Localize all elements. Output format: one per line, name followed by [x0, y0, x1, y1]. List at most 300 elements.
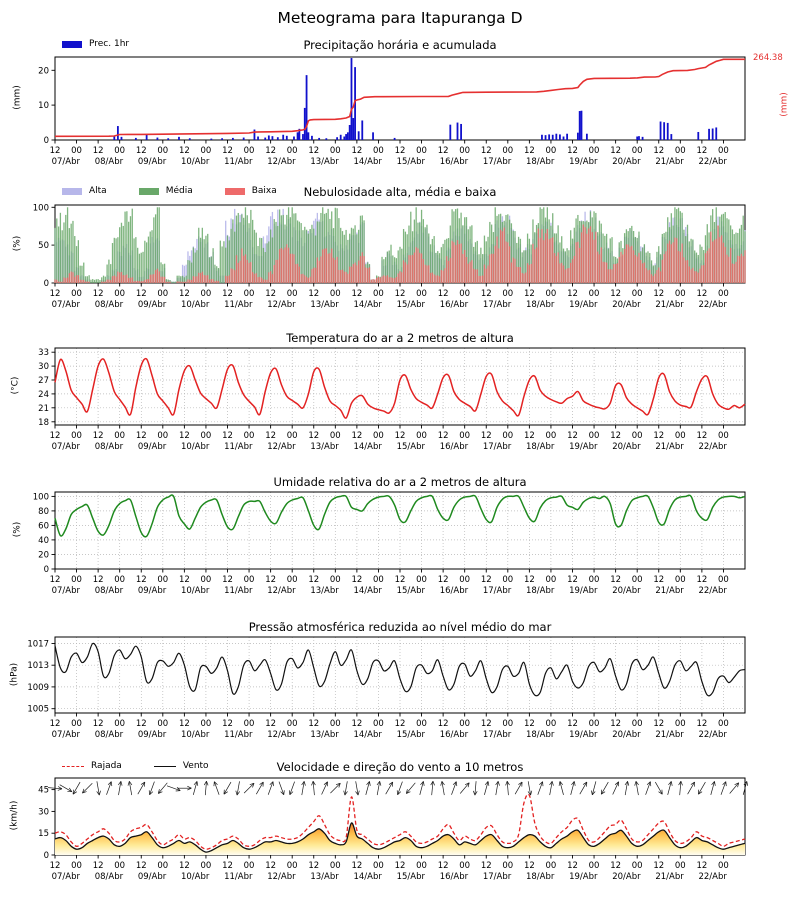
svg-text:40: 40 [38, 535, 49, 546]
svg-text:12: 12 [567, 289, 578, 299]
svg-text:13/Abr: 13/Abr [310, 157, 339, 167]
svg-text:12: 12 [437, 431, 449, 441]
wind-y-axis-label: (km/h) [9, 800, 20, 831]
svg-text:12: 12 [49, 146, 61, 156]
svg-text:00: 00 [459, 575, 471, 585]
svg-text:11/Abr: 11/Abr [224, 157, 253, 167]
svg-text:00: 00 [674, 431, 686, 441]
svg-text:00: 00 [718, 289, 729, 299]
svg-text:0: 0 [43, 565, 49, 575]
svg-text:10/Abr: 10/Abr [180, 300, 210, 310]
svg-text:12: 12 [135, 719, 147, 729]
clouds-chart-title: Nebulosidade alta, média e baixa [303, 185, 497, 199]
svg-text:09/Abr: 09/Abr [137, 442, 167, 452]
svg-text:12: 12 [610, 575, 622, 585]
svg-text:14/Abr: 14/Abr [353, 442, 382, 452]
svg-text:12: 12 [265, 719, 277, 729]
wind-chart-title: Velocidade e direção do vento a 10 metros [276, 760, 524, 774]
svg-text:0: 0 [43, 279, 49, 289]
svg-text:12: 12 [351, 146, 363, 156]
humidity-y-axis-label: (%) [12, 521, 23, 538]
svg-text:00: 00 [631, 431, 643, 441]
svg-text:22/Abr: 22/Abr [698, 157, 727, 167]
svg-text:09/Abr: 09/Abr [137, 730, 167, 740]
svg-text:00: 00 [373, 146, 384, 156]
svg-text:12: 12 [567, 861, 578, 871]
svg-text:00: 00 [718, 719, 729, 729]
svg-text:12: 12 [178, 575, 190, 585]
svg-text:12/Abr: 12/Abr [267, 157, 296, 167]
svg-text:12: 12 [351, 861, 363, 871]
svg-text:20/Abr: 20/Abr [612, 872, 641, 882]
svg-text:13/Abr: 13/Abr [310, 442, 339, 452]
svg-text:12: 12 [480, 861, 492, 871]
precipitation-chart [0, 55, 800, 170]
svg-text:00: 00 [200, 431, 212, 441]
svg-text:00: 00 [329, 861, 341, 871]
svg-text:100: 100 [32, 203, 49, 214]
svg-text:12: 12 [394, 719, 406, 729]
svg-text:12: 12 [265, 861, 277, 871]
svg-text:12: 12 [222, 575, 233, 585]
svg-text:12: 12 [135, 146, 147, 156]
svg-text:12: 12 [480, 575, 492, 585]
svg-text:12: 12 [610, 719, 622, 729]
svg-text:12/Abr: 12/Abr [267, 442, 296, 452]
svg-text:12: 12 [178, 861, 190, 871]
svg-text:10/Abr: 10/Abr [180, 586, 210, 596]
svg-text:19/Abr: 19/Abr [569, 157, 598, 167]
svg-text:12: 12 [92, 431, 104, 441]
svg-text:22/Abr: 22/Abr [698, 586, 727, 596]
svg-text:00: 00 [71, 861, 82, 871]
svg-text:12: 12 [437, 289, 449, 299]
svg-text:12: 12 [567, 146, 578, 156]
svg-text:07/Abr: 07/Abr [51, 872, 80, 882]
svg-text:12/Abr: 12/Abr [267, 730, 296, 740]
svg-text:00: 00 [459, 146, 471, 156]
svg-text:10/Abr: 10/Abr [180, 730, 210, 740]
svg-text:12: 12 [696, 146, 708, 156]
svg-text:00: 00 [631, 861, 643, 871]
svg-text:07/Abr: 07/Abr [51, 157, 80, 167]
svg-text:12: 12 [265, 146, 277, 156]
svg-text:21/Abr: 21/Abr [655, 442, 684, 452]
rajada-label: Rajada [91, 761, 122, 771]
svg-text:21/Abr: 21/Abr [655, 872, 684, 882]
svg-text:00: 00 [200, 719, 212, 729]
svg-text:12/Abr: 12/Abr [267, 300, 296, 310]
svg-text:00: 00 [718, 431, 729, 441]
svg-text:12: 12 [696, 575, 708, 585]
svg-text:12: 12 [480, 289, 492, 299]
svg-text:17/Abr: 17/Abr [482, 300, 512, 310]
svg-text:00: 00 [71, 575, 82, 585]
baixa-label: Baixa [251, 186, 277, 196]
svg-text:12: 12 [610, 431, 622, 441]
svg-text:17/Abr: 17/Abr [482, 730, 512, 740]
svg-text:19/Abr: 19/Abr [569, 872, 598, 882]
svg-text:12: 12 [567, 575, 578, 585]
svg-text:12: 12 [222, 431, 233, 441]
svg-text:12: 12 [92, 861, 104, 871]
legend-item-rajada [62, 761, 122, 771]
svg-text:11/Abr: 11/Abr [224, 300, 253, 310]
svg-text:12: 12 [437, 719, 449, 729]
svg-text:12: 12 [394, 431, 406, 441]
precip-legend [62, 39, 161, 49]
svg-text:00: 00 [200, 861, 212, 871]
svg-text:12: 12 [653, 861, 665, 871]
svg-text:00: 00 [545, 861, 557, 871]
svg-text:12: 12 [178, 289, 190, 299]
svg-text:00: 00 [416, 719, 427, 729]
svg-text:14/Abr: 14/Abr [353, 157, 382, 167]
svg-text:12: 12 [523, 575, 535, 585]
svg-text:09/Abr: 09/Abr [137, 586, 167, 596]
svg-text:17/Abr: 17/Abr [482, 442, 512, 452]
svg-text:12: 12 [394, 861, 406, 871]
svg-text:00: 00 [157, 289, 169, 299]
svg-text:00: 00 [545, 146, 557, 156]
svg-text:30: 30 [38, 362, 49, 373]
legend-item-vento [154, 761, 209, 771]
svg-text:11/Abr: 11/Abr [224, 730, 253, 740]
svg-text:0: 0 [43, 136, 49, 146]
alta-label: Alta [89, 186, 107, 196]
svg-text:11/Abr: 11/Abr [224, 586, 253, 596]
svg-text:20: 20 [38, 66, 49, 77]
wind-chart [0, 776, 800, 887]
svg-text:20/Abr: 20/Abr [612, 730, 641, 740]
media-label: Média [165, 186, 193, 196]
svg-text:00: 00 [674, 146, 686, 156]
svg-text:00: 00 [373, 289, 384, 299]
svg-text:12: 12 [567, 431, 578, 441]
svg-text:12: 12 [437, 146, 449, 156]
svg-text:19/Abr: 19/Abr [569, 730, 598, 740]
svg-text:12: 12 [308, 719, 320, 729]
svg-text:12: 12 [178, 146, 190, 156]
svg-text:18/Abr: 18/Abr [525, 872, 555, 882]
svg-text:09/Abr: 09/Abr [137, 872, 167, 882]
svg-text:00: 00 [114, 146, 126, 156]
page-title: Meteograma para Itapuranga D [277, 9, 523, 27]
clouds-header [0, 185, 800, 201]
temp-header [0, 331, 800, 347]
svg-text:00: 00 [459, 861, 471, 871]
svg-text:00: 00 [329, 146, 341, 156]
svg-text:16/Abr: 16/Abr [439, 872, 469, 882]
svg-text:1009: 1009 [27, 682, 49, 693]
svg-text:00: 00 [588, 861, 600, 871]
svg-text:12: 12 [92, 575, 104, 585]
svg-text:50: 50 [38, 241, 49, 252]
svg-text:00: 00 [545, 719, 557, 729]
svg-text:14/Abr: 14/Abr [353, 586, 382, 596]
svg-text:00: 00 [502, 719, 514, 729]
svg-text:16/Abr: 16/Abr [439, 586, 469, 596]
temperature-chart [0, 346, 800, 457]
svg-text:00: 00 [718, 575, 729, 585]
svg-text:07/Abr: 07/Abr [51, 442, 80, 452]
svg-text:08/Abr: 08/Abr [94, 872, 124, 882]
svg-text:12: 12 [653, 146, 665, 156]
svg-text:12: 12 [696, 431, 708, 441]
prec-1hr-label: Prec. 1hr [89, 39, 130, 49]
svg-text:12: 12 [222, 146, 233, 156]
baixa-swatch [225, 188, 245, 195]
svg-text:00: 00 [502, 575, 514, 585]
svg-text:08/Abr: 08/Abr [94, 442, 124, 452]
svg-text:14/Abr: 14/Abr [353, 872, 382, 882]
svg-text:22/Abr: 22/Abr [698, 300, 727, 310]
pressure-chart [0, 635, 800, 745]
svg-text:15: 15 [38, 829, 49, 840]
svg-text:00: 00 [631, 575, 643, 585]
temp-chart-title: Temperatura do ar a 2 metros de altura [286, 331, 514, 345]
svg-text:12: 12 [265, 575, 277, 585]
svg-text:00: 00 [416, 431, 427, 441]
svg-text:00: 00 [286, 861, 298, 871]
svg-text:27: 27 [38, 376, 49, 386]
svg-text:12: 12 [351, 719, 363, 729]
svg-text:09/Abr: 09/Abr [137, 157, 167, 167]
svg-text:24: 24 [38, 389, 49, 400]
svg-text:11/Abr: 11/Abr [224, 872, 253, 882]
svg-text:12: 12 [49, 719, 61, 729]
svg-text:21/Abr: 21/Abr [655, 157, 684, 167]
svg-text:45: 45 [38, 785, 49, 796]
wind-header [0, 760, 800, 776]
svg-text:00: 00 [114, 431, 126, 441]
svg-text:12: 12 [437, 861, 449, 871]
svg-text:00: 00 [114, 719, 126, 729]
svg-text:12: 12 [437, 575, 449, 585]
svg-text:07/Abr: 07/Abr [51, 586, 80, 596]
svg-text:00: 00 [502, 431, 514, 441]
svg-text:12: 12 [696, 861, 708, 871]
svg-text:17/Abr: 17/Abr [482, 872, 512, 882]
svg-text:30: 30 [38, 807, 49, 818]
svg-text:00: 00 [243, 146, 255, 156]
svg-text:13/Abr: 13/Abr [310, 300, 339, 310]
svg-text:21/Abr: 21/Abr [655, 730, 684, 740]
svg-text:00: 00 [373, 431, 384, 441]
svg-text:00: 00 [114, 575, 126, 585]
svg-text:00: 00 [286, 146, 298, 156]
svg-text:00: 00 [416, 289, 427, 299]
svg-text:15/Abr: 15/Abr [396, 300, 425, 310]
svg-text:00: 00 [329, 431, 341, 441]
humidity-header [0, 475, 800, 491]
svg-text:33: 33 [38, 348, 49, 359]
svg-text:08/Abr: 08/Abr [94, 730, 124, 740]
svg-text:12: 12 [92, 146, 104, 156]
svg-text:00: 00 [329, 575, 341, 585]
svg-text:12: 12 [523, 861, 535, 871]
svg-text:12: 12 [49, 575, 61, 585]
svg-text:12: 12 [308, 861, 320, 871]
rajada-line-swatch [62, 766, 84, 767]
alta-swatch [62, 188, 82, 195]
svg-text:18/Abr: 18/Abr [525, 586, 555, 596]
svg-text:12: 12 [308, 575, 320, 585]
svg-text:15/Abr: 15/Abr [396, 442, 425, 452]
svg-text:12: 12 [523, 289, 535, 299]
svg-text:18/Abr: 18/Abr [525, 730, 555, 740]
svg-text:00: 00 [200, 146, 212, 156]
svg-text:12: 12 [480, 146, 492, 156]
svg-text:12: 12 [480, 719, 492, 729]
wind-legend [62, 761, 241, 771]
legend-item-media [139, 186, 193, 196]
svg-text:10/Abr: 10/Abr [180, 442, 210, 452]
svg-text:16/Abr: 16/Abr [439, 157, 469, 167]
legend-item-prec1hr [62, 39, 129, 49]
svg-text:18: 18 [38, 417, 49, 428]
svg-text:12: 12 [308, 431, 320, 441]
svg-text:00: 00 [416, 575, 427, 585]
svg-text:00: 00 [674, 575, 686, 585]
svg-text:18/Abr: 18/Abr [525, 157, 555, 167]
svg-text:12: 12 [351, 575, 363, 585]
svg-text:22/Abr: 22/Abr [698, 442, 727, 452]
humidity-chart [0, 490, 800, 601]
svg-text:22/Abr: 22/Abr [698, 730, 727, 740]
svg-text:13/Abr: 13/Abr [310, 586, 339, 596]
svg-text:00: 00 [631, 289, 643, 299]
svg-text:20/Abr: 20/Abr [612, 300, 641, 310]
svg-text:12: 12 [135, 861, 147, 871]
svg-text:00: 00 [243, 575, 255, 585]
svg-text:00: 00 [674, 861, 686, 871]
svg-text:12: 12 [222, 861, 233, 871]
svg-text:00: 00 [329, 719, 341, 729]
svg-text:80: 80 [38, 506, 49, 517]
svg-text:00: 00 [114, 861, 126, 871]
svg-text:00: 00 [718, 861, 729, 871]
svg-text:12: 12 [653, 719, 665, 729]
svg-text:13/Abr: 13/Abr [310, 872, 339, 882]
svg-text:12: 12 [135, 575, 147, 585]
svg-text:19/Abr: 19/Abr [569, 586, 598, 596]
svg-text:00: 00 [71, 719, 82, 729]
svg-text:15/Abr: 15/Abr [396, 157, 425, 167]
svg-text:00: 00 [71, 146, 82, 156]
svg-text:00: 00 [200, 289, 212, 299]
svg-text:08/Abr: 08/Abr [94, 300, 124, 310]
svg-text:12: 12 [610, 146, 622, 156]
pressure-header [0, 620, 800, 636]
svg-text:12: 12 [351, 431, 363, 441]
svg-text:15/Abr: 15/Abr [396, 872, 425, 882]
svg-text:00: 00 [674, 289, 686, 299]
clouds-legend [62, 186, 309, 196]
svg-text:00: 00 [200, 575, 212, 585]
svg-text:20/Abr: 20/Abr [612, 157, 641, 167]
svg-text:10/Abr: 10/Abr [180, 157, 210, 167]
svg-text:12: 12 [696, 719, 708, 729]
temp-y-axis-label: (°C) [10, 376, 21, 395]
svg-text:00: 00 [502, 146, 514, 156]
svg-text:00: 00 [286, 289, 298, 299]
svg-text:12: 12 [178, 719, 190, 729]
precip-chart-title: Precipitação horária e acumulada [303, 38, 497, 52]
vento-line-swatch [154, 766, 176, 767]
svg-text:00: 00 [416, 146, 427, 156]
svg-text:11/Abr: 11/Abr [224, 442, 253, 452]
svg-text:12: 12 [394, 146, 406, 156]
svg-text:00: 00 [286, 719, 298, 729]
svg-text:00: 00 [459, 289, 471, 299]
svg-text:17/Abr: 17/Abr [482, 586, 512, 596]
svg-text:12: 12 [265, 289, 277, 299]
svg-text:00: 00 [588, 719, 600, 729]
svg-text:18/Abr: 18/Abr [525, 442, 555, 452]
svg-text:00: 00 [157, 431, 169, 441]
svg-text:12: 12 [265, 431, 277, 441]
accumulated-total-label: 264.38 [753, 53, 783, 63]
precip-right-y-axis-label: (mm) [779, 92, 790, 117]
pressure-chart-title: Pressão atmosférica reduzida ao nível médio do mar [248, 620, 552, 634]
legend-item-baixa [225, 186, 277, 196]
svg-text:16/Abr: 16/Abr [439, 300, 469, 310]
svg-text:09/Abr: 09/Abr [137, 300, 167, 310]
svg-text:07/Abr: 07/Abr [51, 730, 80, 740]
svg-text:17/Abr: 17/Abr [482, 157, 512, 167]
svg-text:00: 00 [631, 146, 643, 156]
svg-text:12: 12 [523, 431, 535, 441]
vento-label: Vento [182, 761, 209, 771]
svg-text:00: 00 [157, 861, 169, 871]
svg-text:12: 12 [351, 289, 363, 299]
svg-text:00: 00 [71, 289, 82, 299]
svg-text:00: 00 [286, 431, 298, 441]
svg-text:15/Abr: 15/Abr [396, 586, 425, 596]
svg-text:12: 12 [49, 289, 61, 299]
svg-text:00: 00 [588, 289, 600, 299]
svg-text:00: 00 [157, 146, 169, 156]
svg-text:14/Abr: 14/Abr [353, 730, 382, 740]
svg-text:12: 12 [523, 719, 535, 729]
svg-text:10/Abr: 10/Abr [180, 872, 210, 882]
svg-text:00: 00 [674, 719, 686, 729]
svg-text:20/Abr: 20/Abr [612, 442, 641, 452]
svg-text:12: 12 [480, 431, 492, 441]
svg-text:00: 00 [459, 719, 471, 729]
svg-text:22/Abr: 22/Abr [698, 872, 727, 882]
svg-text:60: 60 [38, 521, 49, 532]
svg-text:12: 12 [653, 431, 665, 441]
svg-text:12: 12 [696, 289, 708, 299]
svg-text:00: 00 [588, 146, 600, 156]
svg-text:12: 12 [92, 289, 104, 299]
svg-text:00: 00 [157, 719, 169, 729]
pressure-y-axis-label: (hPa) [9, 662, 20, 687]
humidity-chart-title: Umidade relativa do ar a 2 metros de altura [273, 475, 527, 489]
svg-text:00: 00 [416, 861, 427, 871]
svg-text:07/Abr: 07/Abr [51, 300, 80, 310]
svg-text:00: 00 [631, 719, 643, 729]
svg-text:00: 00 [114, 289, 126, 299]
svg-text:1017: 1017 [27, 639, 49, 650]
svg-text:00: 00 [588, 575, 600, 585]
svg-text:12: 12 [567, 719, 578, 729]
svg-text:21/Abr: 21/Abr [655, 586, 684, 596]
svg-text:08/Abr: 08/Abr [94, 586, 124, 596]
svg-text:08/Abr: 08/Abr [94, 157, 124, 167]
